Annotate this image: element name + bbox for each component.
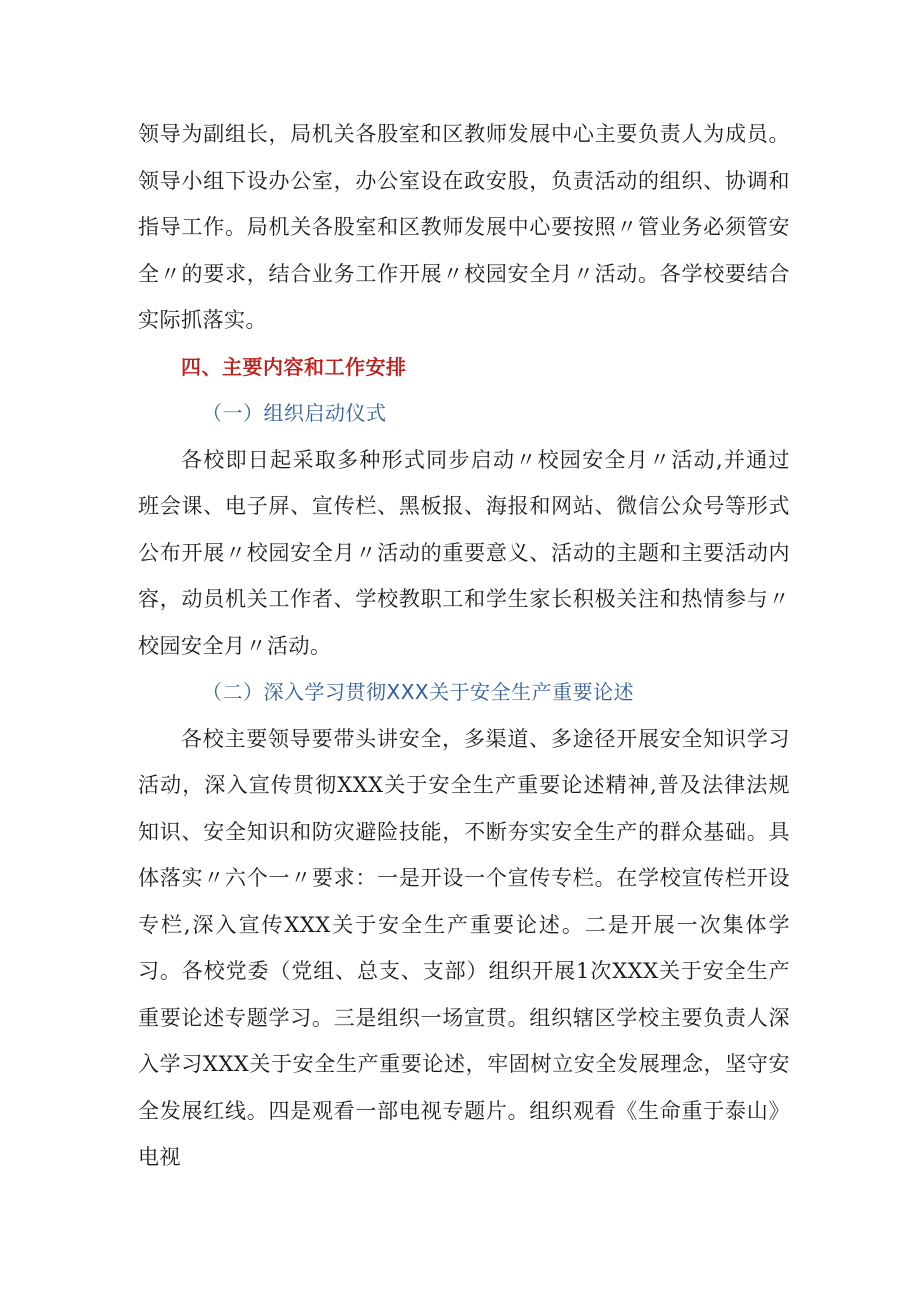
paragraph-launch-ceremony: 各校即日起采取多种形式同步启动〃校园安全月〃活动,并通过班会课、电子屏、宣传栏、黑板报、海报和网站、微信公众号等形式公布开展〃校园安全月〃活动的重要意义、活动的主题和主要活动内容，动员机关工作者、学校教职工和学生家长积极关注和热情参与〃校园安全月〃活动。 (138, 447, 790, 658)
subheading-study-safety: （二）深入学习贯彻XXX关于安全生产重要论述 (202, 680, 635, 704)
paragraph-leadership: 领导为副组长，局机关各股室和区教师发展中心主要负责人为成员。领导小组下设办公室，办公室设在政安股，负责活动的组织、协调和指导工作。局机关各股室和区教师发展中心要按照〃管业务必须管安全〃的要求，结合业务工作开展〃校园安全月〃活动。各学校要结合实际抓落实。 (138, 122, 790, 332)
subheading-launch-ceremony: （一）组织启动仪式 (202, 401, 387, 425)
paragraph-study-safety: 各校主要领导要带头讲安全，多渠道、多途径开展安全知识学习活动，深入宣传贯彻XXX关于安全生产重要论述精神,普及法律法规知识、安全知识和防灾避险技能，不断夯实安全生产的群众基础。具体落实〃六个一〃要求：一是开设一个宣传专栏。在学校宣传栏开设专栏,深入宣传XXX关于安全生产重要论述。二是开展一次集体学习。各校党委（党组、总支、支部）组织开展1次XXX关于安全生产重要论述专题学习。三是组织一场宣贯。组织辖区学校主要负责人深入学习XXX关于安全生产重要论述，牢固树立安全发展理念，坚守安全发展红线。四是观看一部电视专题片。组织观看《生命重于泰山》电视 (138, 726, 790, 1169)
section-heading-main-content: 四、主要内容和工作安排 (181, 354, 407, 379)
document-body (138, 111, 790, 1181)
